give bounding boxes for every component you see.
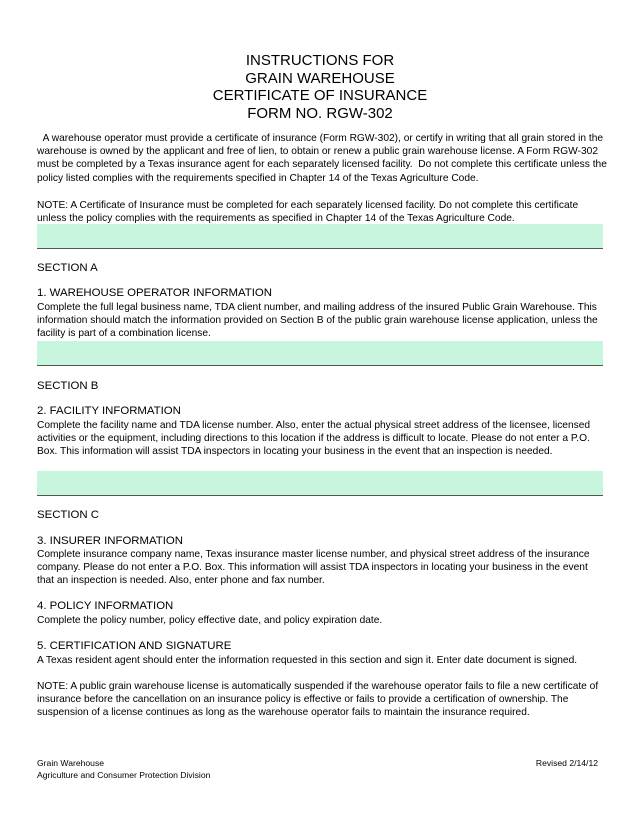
section-c-label: SECTION C [37,509,100,521]
footer-division-name: Agriculture and Consumer Protection Division [37,769,211,780]
insurer-text: Complete insurance company name, Texas insurance master license number, and physical street address of the insurance company. Please do not enter a P.O. Box. This information will assist TDA inspectors in locating your business in the event that an inspection is needed. Also, enter phone and fax number. [37,549,590,587]
title-line-4: FORM NO. RGW-302 [247,104,393,122]
warehouse-operator-heading: 1. WAREHOUSE OPERATOR INFORMATION [37,287,273,299]
certification-text: A Texas resident agent should enter the information requested in this section and sign it. Enter date document is signed. [37,655,578,666]
suspension-note-paragraph: NOTE: A public grain warehouse license is automatically suspended if the warehouse operator fails to file a new certificate of insurance before the cancellation on an insurance policy is effective or fails to provide a certification of ownership. The suspension of a license continues as long as the warehouse operator fails to maintain the insurance required. [37,681,599,719]
shaded-divider-band [37,341,603,366]
title-line-2: GRAIN WAREHOUSE [245,69,395,87]
footer-program-name: Grain Warehouse [37,758,105,768]
shaded-divider-band [37,471,603,496]
page-title [0,52,640,122]
certification-heading: 5. CERTIFICATION AND SIGNATURE [37,640,232,652]
footer-left [37,758,210,781]
facility-heading: 2. FACILITY INFORMATION [37,405,181,417]
title-line-1: INSTRUCTIONS FOR [245,52,395,69]
intro-paragraph: A warehouse operator must provide a certificate of insurance (Form RGW-302), or certify in writing that all grain stored in the warehouse is owned by the applicant and free of lien, to obtain or renew a public grain warehouse license. A Form RGW-302 must be completed by a Texas insurance agent for each separately licensed facility. Do not complete this certificate unless the policy listed complies with the requirements specified in Chapter 14 of the Texas Agriculture Code. [37,133,610,184]
shaded-divider-band [37,224,603,249]
warehouse-operator-text: Complete the full legal business name, TDA client number, and mailing address of the insured Public Grain Warehouse. This information should match the information provided on Section B of the public grain warehouse license application, unless the facility is part of a combination license. [37,302,598,340]
section-a-label: SECTION A [37,262,98,274]
policy-text: Complete the policy number, policy effective date, and policy expiration date. [37,615,383,626]
note-certificate-paragraph: NOTE: A Certificate of Insurance must be completed for each separately licensed facility. Do not complete this certificate unless the policy complies with the requirements as specified in Chapter 14 of the Texas Agriculture Code. [37,200,579,225]
title-line-3: CERTIFICATE OF INSURANCE [212,87,428,104]
insurer-heading: 3. INSURER INFORMATION [37,535,183,547]
footer-revised-date: Revised 2/14/12 [535,758,598,768]
facility-text: Complete the facility name and TDA license number. Also, enter the actual physical street address of the licensee, licensed activities or the equipment, including directions to this location if the address is difficult to locate. Please do not enter a P.O. Box. This information will assist TDA inspectors in locating your business in the event that an inspection is needed. [37,420,591,458]
policy-heading: 4. POLICY INFORMATION [37,600,174,612]
section-b-label: SECTION B [37,380,99,392]
